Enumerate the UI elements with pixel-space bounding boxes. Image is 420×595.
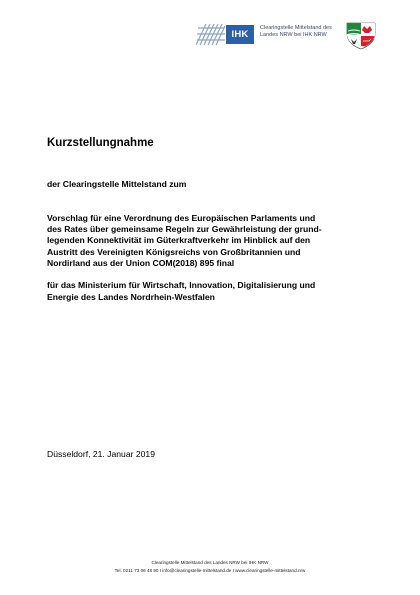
document-title: Kurzstellungnahme [47,137,154,149]
clearing-line-1: Clearingstelle Mittelstand des [260,25,332,31]
document-subtitle: der Clearingstelle Mittelstand zum [47,179,187,189]
ihk-logo-label: IHK [226,25,254,44]
footer-contact: Tel. 0211 73 06 48 90 I info@clearingstelle-mittelstand.de I www.clearingstelle-mittelstand.nrw [114,567,306,573]
proposal-line: Nordirland aus der Union COM(2018) 895 final [47,257,235,268]
proposal-line: legenden Konnektivität im Güterkraftverkehr im Hinblick auf den [47,235,311,246]
page-footer [0,559,420,574]
nrw-coat-of-arms-icon [345,22,377,50]
footer-organization: Clearingstelle Mittelstand des Landes NRW bei IHK NRW [151,560,269,565]
ihk-logo [196,23,255,46]
recipient-paragraph [47,280,377,303]
clearing-line-2: Landes NRW bei IHK NRW [260,32,327,39]
proposal-paragraph [47,213,377,269]
proposal-line: des Rates über gemeinsame Regeln zur Gewährleistung der grund- [47,224,322,235]
recipient-line: für das Ministerium für Wirtschaft, Innovation, Digitalisierung und [47,280,316,290]
document-date: Düsseldorf, 21. Januar 2019 [47,449,155,459]
clearingstelle-logo-text [260,25,342,40]
ihk-pattern-icon [196,23,226,46]
proposal-line: Vorschlag für eine Verordnung des Europäischen Parlaments und [47,213,316,223]
recipient-line: Energie des Landes Nordrhein-Westfalen [47,291,215,302]
proposal-line: Austritt des Vereinigten Königsreichs von Großbritannien und [47,246,301,257]
